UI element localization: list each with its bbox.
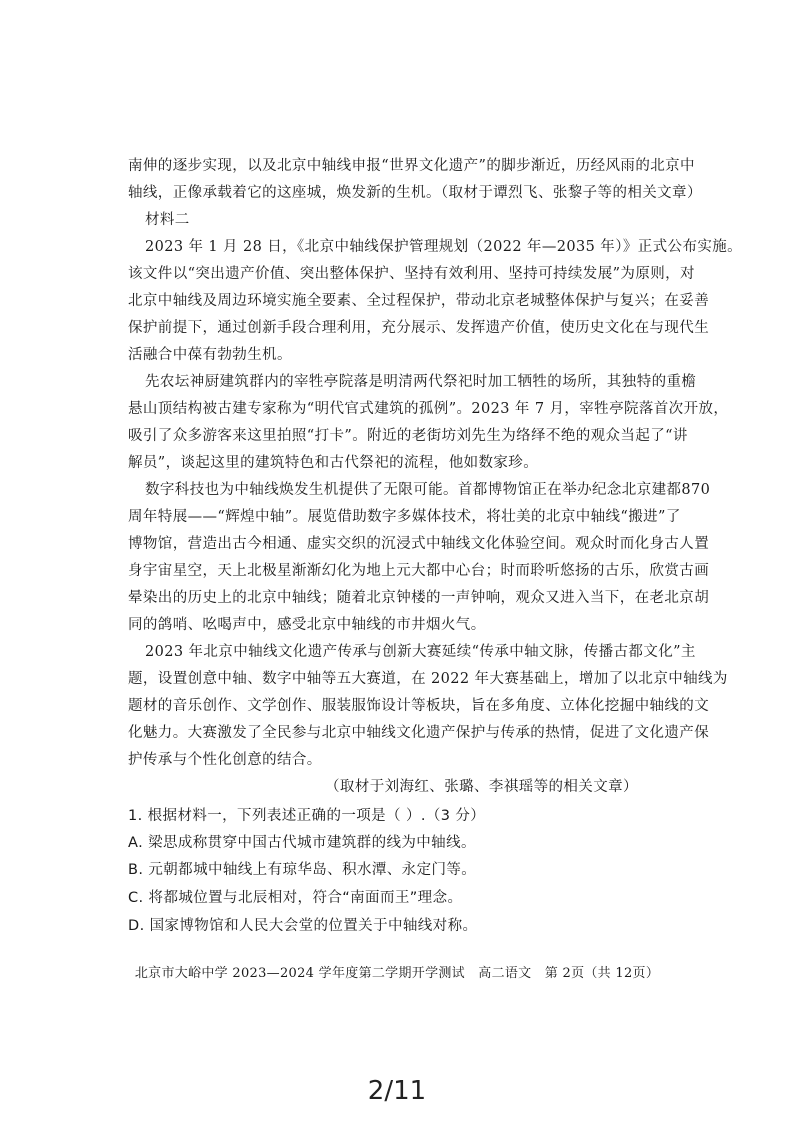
paragraph-line: 数字科技也为中轴线焕发生机提供了无限可能。首都博物馆正在举办纪念北京建都870 <box>145 482 711 498</box>
paragraph-line: 2023 年北京中轴线文化遗产传承与创新大赛延续“传承中轴文脉，传播古都文化”主 <box>145 644 696 660</box>
paragraph-line: 保护前提下，通过创新手段合理利用，充分展示、发挥遗产价值，使历史文化在与现代生 <box>128 320 710 336</box>
page-footer: 北京市大峪中学 2023—2024 学年度第二学期开学测试 高二语文 第 2页（共 12页） <box>134 966 660 981</box>
paragraph-line: 悬山顶结构被古建专家称为“明代官式建筑的孤例”。2023 年 7 月，宰牲亭院落首次开放， <box>128 401 729 417</box>
answer-option-c: C. 将都城位置与北辰相对，符合“南面而王”理念。 <box>128 890 463 906</box>
paragraph-line: 2023 年 1 月 28 日，《北京中轴线保护管理规划（2022 年—2035 年）》正式公布实施。 <box>145 239 743 255</box>
paragraph-line: 解员”，谈起这里的建筑特色和古代祭祀的流程，他如数家珍。 <box>128 455 539 471</box>
paragraph-line: 化魅力。大赛激发了全民参与北京中轴线文化遗产保护与传承的热情，促进了文化遗产保 <box>128 725 710 741</box>
page-indicator: 2/11 <box>367 1076 427 1106</box>
paragraph-line: 护传承与个性化创意的结合。 <box>128 752 322 768</box>
paragraph-line: 博物馆，营造出古今相通、虚实交织的沉浸式中轴线文化体验空间。观众时而化身古人置 <box>128 536 710 552</box>
paragraph-line: 先农坛神厨建筑群内的宰牲亭院落是明清两代祭祀时加工牺牲的场所，其独特的重檐 <box>145 374 697 390</box>
paragraph-line: 题，设置创意中轴、数字中轴等五大赛道，在 2022 年大赛基础上，增加了以北京中轴线为 <box>128 671 728 687</box>
paragraph-line: 身宇宙星空，天上北极星渐渐幻化为地上元大都中心台；时而聆听悠扬的古乐，欣赏古画 <box>128 563 710 579</box>
paragraph-line: 晕染出的历史上的北京中轴线；随着北京钟楼的一声钟响，观众又进入当下，在老北京胡 <box>128 590 710 606</box>
paragraph-line: 吸引了众多游客来这里拍照“打卡”。附近的老街坊刘先生为络绎不绝的观众当起了“讲 <box>128 428 688 444</box>
source-citation: （取材于刘海红、张璐、李祺瑶等的相关文章） <box>325 779 638 795</box>
paragraph-line: 北京中轴线及周边环境实施全要素、全过程保护，带动北京老城整体保护与复兴；在妥善 <box>128 293 710 309</box>
answer-option-a: A. 梁思成称贯穿中国古代城市建筑群的线为中轴线。 <box>128 835 476 851</box>
answer-option-d: D. 国家博物馆和人民大会堂的位置关于中轴线对称。 <box>128 918 478 934</box>
paragraph-line: 周年特展——“辉煌中轴”。展览借助数字多媒体技术，将壮美的北京中轴线“搬进”了 <box>128 509 681 525</box>
question-stem: 1. 根据材料一，下列表述正确的一项是（ ）.（3 分） <box>128 808 486 824</box>
paragraph-line: 轴线，正像承载着它的这座城，焕发新的生机。（取材于谭烈飞、张黎子等的相关文章） <box>128 185 702 201</box>
paragraph-line: 活融合中葆有勃勃生机。 <box>128 347 292 363</box>
paragraph-line: 南伸的逐步实现，以及北京中轴线申报“世界文化遗产”的脚步渐近，历经风雨的北京中 <box>128 158 695 174</box>
paragraph-line: 同的鸽哨、吆喝声中，感受北京中轴线的市井烟火气。 <box>128 617 486 633</box>
paragraph-line: 题材的音乐创作、文学创作、服装服饰设计等板块，旨在多角度、立体化挖掘中轴线的文 <box>128 698 710 714</box>
answer-option-b: B. 元朝都城中轴线上有琼华岛、积水潭、永定门等。 <box>128 862 477 878</box>
paragraph-line: 该文件以“突出遗产价值、突出整体保护、坚持有效利用、坚持可持续发展”为原则，对 <box>128 266 695 282</box>
section-heading: 材料二 <box>145 212 190 228</box>
